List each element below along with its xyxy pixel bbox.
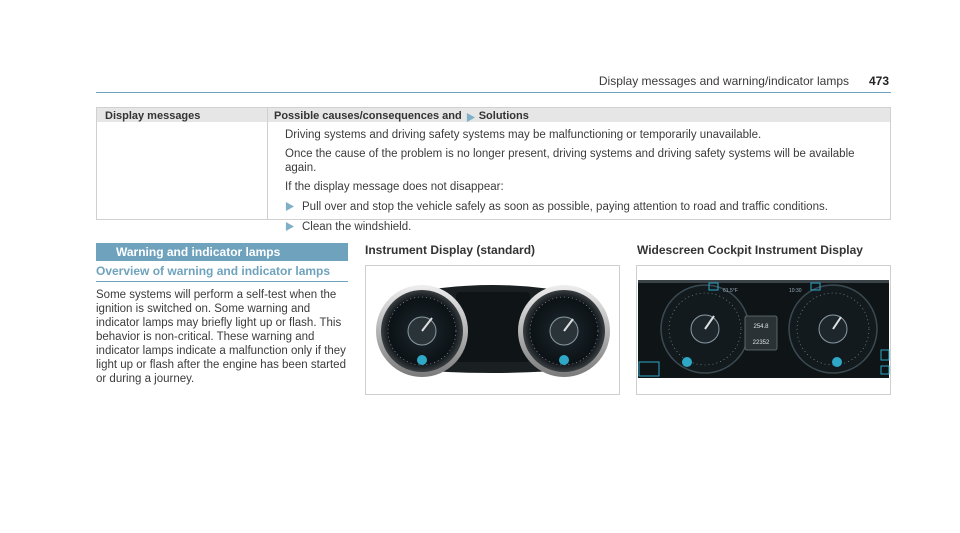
arrow-right-icon: [285, 202, 294, 211]
section-subtitle-rule: [96, 281, 348, 282]
figure-caption-standard: Instrument Display (standard): [365, 243, 536, 257]
table-header-row: [97, 108, 890, 122]
table-cell-causes: [285, 128, 881, 234]
figure-standard-display: [365, 265, 620, 395]
running-head-title: Display messages and warning/indicator lamps: [598, 74, 849, 88]
section-body-text: Some systems will perform a self-test when the ignition is switched on. Some warning and indicator lamps may briefly light up or flash. This behavior is non-critical. These warning and indicator lamps indicate a malfunction only if they light up or flash after the engine has been started or during a journey.: [96, 289, 346, 385]
widescreen-odometer-2: 22352: [752, 340, 770, 346]
widescreen-time: 10:30: [789, 288, 802, 294]
section-subtitle: Overview of warning and indicator lamps: [96, 264, 331, 278]
arrow-right-icon: [466, 113, 475, 122]
table-para-3: If the display message does not disappear:: [285, 181, 504, 193]
table-step-1-text: Pull over and stop the vehicle safely as soon as possible, paying attention to road and traffic conditions.: [302, 201, 828, 213]
arrow-right-icon: [285, 222, 294, 231]
table-para-1: Driving systems and driving safety systems may be malfunctioning or temporarily unavailable.: [285, 129, 762, 141]
widescreen-temp: 61.5°F: [723, 288, 738, 294]
page-number: 473: [868, 74, 889, 88]
table-step-2-text: Clean the windshield.: [302, 221, 412, 233]
figure-caption-widescreen: Widescreen Cockpit Instrument Display: [637, 243, 863, 257]
table-para-2: Once the cause of the problem is no longer present, driving systems and driving safety systems will be available again.: [285, 148, 855, 174]
table-header-causes-solutions: [274, 110, 529, 122]
table-header-display-messages: Display messages: [105, 110, 201, 122]
table-header-solutions-label: Solutions: [478, 110, 529, 122]
standard-instrument-display-illustration: [366, 266, 619, 394]
figure-widescreen-display: [636, 265, 891, 395]
table-column-divider: [267, 108, 268, 219]
header-rule: [96, 92, 891, 93]
widescreen-odometer-1: 254.8: [753, 324, 769, 330]
display-messages-table: [96, 107, 891, 233]
table-header-causes-label: Possible causes/consequences and: [274, 110, 462, 122]
section-title: Warning and indicator lamps: [96, 243, 348, 261]
widescreen-display-illustration: [637, 266, 890, 394]
running-head: [96, 74, 891, 94]
table-step-2: [285, 220, 881, 234]
table-step-1: [285, 200, 881, 214]
